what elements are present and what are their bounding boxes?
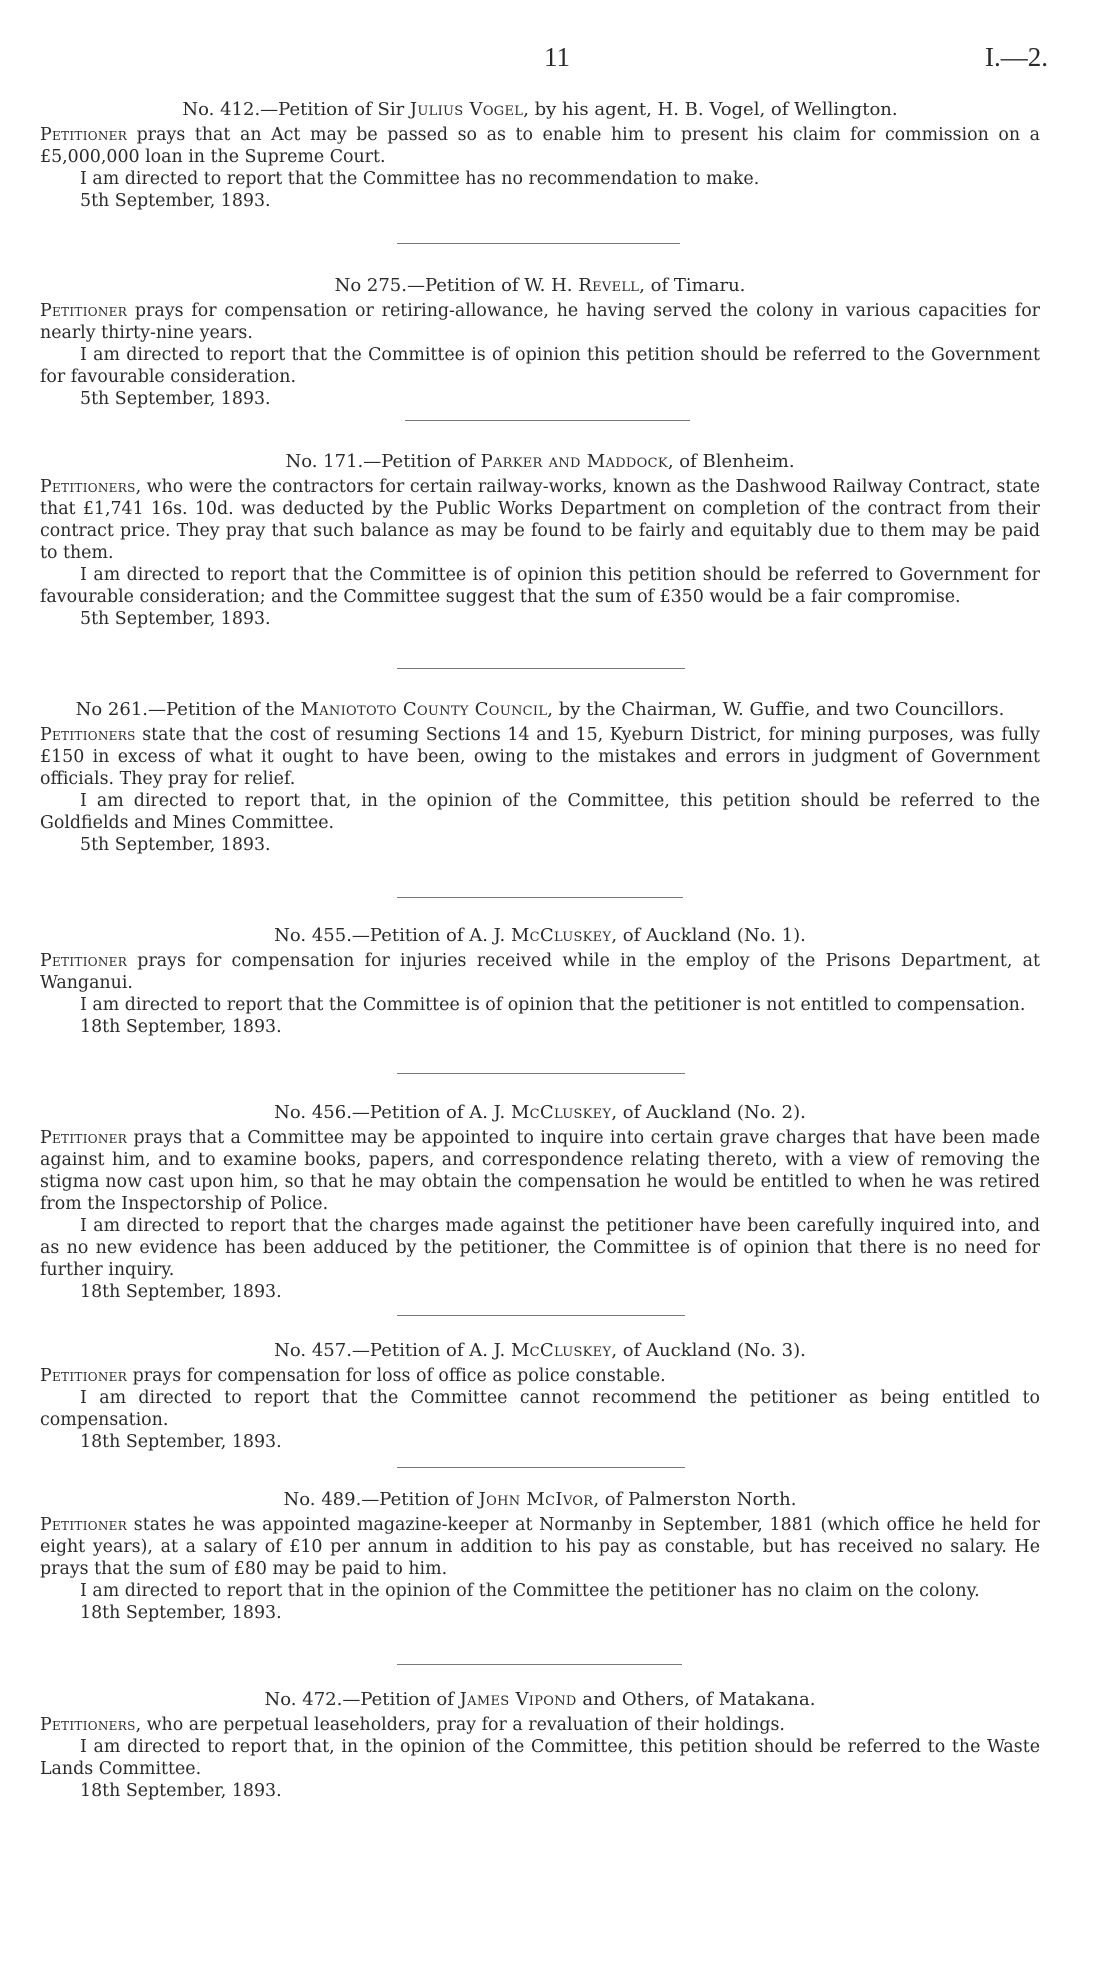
committee-report: I am directed to report that the Committee is of opinion this petition should be referred to Government for favourable consideration; and the Committee suggest that the sum of £350 would be a fair compromise.: [40, 565, 1040, 607]
committee-report: I am directed to report that the charges made against the petitioner have been carefully inquired into, and as no new evidence has been adduced by the petitioner, the Committee is of opinion that there is no need for further inquiry.: [40, 1216, 1040, 1280]
petition-heading: No. 455.—Petition of A. J. McCluskey, of Auckland (No. 1).: [274, 925, 806, 946]
page-number: 11: [544, 42, 570, 72]
committee-report: I am directed to report that the Committee cannot recommend the petitioner as being entitled to compensation.: [40, 1388, 1040, 1430]
petition-entry: [40, 274, 1040, 410]
petition-entry: [40, 698, 1040, 856]
section-divider: [397, 668, 685, 669]
petition-heading: No. 456.—Petition of A. J. McCluskey, of Auckland (No. 2).: [274, 1102, 806, 1123]
committee-report: I am directed to report that the Committee is of opinion this petition should be referred to the Government for favourable consideration.: [40, 345, 1040, 387]
petition-prayer: Petitioner prays for compensation or retiring-allowance, he having served the colony in various capacities for nearly thirty-nine years.: [40, 301, 1040, 343]
petition-entry: [40, 924, 1040, 1038]
petition-heading: No 261.—Petition of the Maniototo County Council, by the Chairman, W. Guffie, and two Councillors.: [75, 699, 1005, 720]
report-date: 18th September, 1893.: [80, 1432, 282, 1452]
petition-prayer: Petitioner states he was appointed magazine-keeper at Normanby in September, 1881 (which office he held for eight years), at a salary of £10 per annum in addition to his pay as constable, but has received no salary. He prays that the sum of £80 may be paid to him.: [40, 1515, 1040, 1579]
petition-heading: No 275.—Petition of W. H. Revell, of Timaru.: [334, 275, 746, 296]
paper-code: I.—2.: [985, 42, 1048, 72]
report-date: 18th September, 1893.: [80, 1603, 282, 1623]
petition-entry: [40, 1488, 1040, 1624]
petition-heading: No. 457.—Petition of A. J. McCluskey, of Auckland (No. 3).: [274, 1340, 806, 1361]
report-date: 18th September, 1893.: [80, 1781, 282, 1801]
section-divider: [397, 1315, 685, 1316]
petition-prayer: Petitioners state that the cost of resuming Sections 14 and 15, Kyeburn District, for mining purposes, was fully £150 in excess of what it ought to have been, owing to the mistakes and errors in judgment of Government officials. They pray for relief.: [40, 725, 1040, 789]
section-divider: [405, 420, 690, 421]
petition-prayer: Petitioner prays for compensation for loss of office as police constable.: [40, 1366, 666, 1386]
petition-heading: No. 489.—Petition of John McIvor, of Palmerston North.: [283, 1489, 797, 1510]
report-date: 5th September, 1893.: [80, 389, 271, 409]
committee-report: I am directed to report that the Committee has no recommendation to make.: [80, 169, 760, 189]
petition-entry: [40, 1688, 1040, 1802]
petition-entry: [40, 1101, 1040, 1303]
report-date: 5th September, 1893.: [80, 609, 271, 629]
section-divider: [397, 1467, 685, 1468]
report-date: 18th September, 1893.: [80, 1282, 282, 1302]
petition-prayer: Petitioner prays for compensation for injuries received while in the employ of the Prisons Department, at Wanganui.: [40, 951, 1040, 993]
committee-report: I am directed to report that the Committee is of opinion that the petitioner is not entitled to compensation.: [80, 995, 1026, 1015]
petition-entry: [40, 98, 1040, 212]
report-date: 5th September, 1893.: [80, 835, 271, 855]
petition-heading: No. 412.—Petition of Sir Julius Vogel, by his agent, H. B. Vogel, of Wellington.: [182, 99, 898, 120]
petition-entry: [40, 1339, 1040, 1453]
petition-prayer: Petitioners, who were the contractors for certain railway-works, known as the Dashwood Railway Contract, state that £1,741 16s. 10d. was deducted by the Public Works Department on completion of the contract from their contract price. They pray that such balance as may be found to be fairly and equitably due to them may be paid to them.: [40, 477, 1040, 563]
report-date: 18th September, 1893.: [80, 1017, 282, 1037]
petition-heading: No. 171.—Petition of Parker and Maddock, of Blenheim.: [285, 451, 795, 472]
section-divider: [397, 897, 683, 898]
section-divider: [397, 1073, 685, 1074]
report-date: 5th September, 1893.: [80, 191, 271, 211]
petition-heading: No. 472.—Petition of James Vipond and Others, of Matakana.: [264, 1689, 816, 1710]
section-divider: [397, 243, 680, 244]
petition-prayer: Petitioner prays that a Committee may be appointed to inquire into certain grave charges that have been made against him, and to examine books, papers, and correspondence relating thereto, with a view of removing the stigma now cast upon him, so that he may obtain the compensation he would be entitled to when he was retired from the Inspectorship of Police.: [40, 1128, 1040, 1214]
petition-prayer: Petitioners, who are perpetual leaseholders, pray for a revaluation of their holdings.: [40, 1715, 785, 1735]
committee-report: I am directed to report that, in the opinion of the Committee, this petition should be referred to the Goldfields and Mines Committee.: [40, 791, 1040, 833]
section-divider: [397, 1664, 682, 1665]
petition-entry: [40, 450, 1040, 630]
petition-prayer: Petitioner prays that an Act may be passed so as to enable him to present his claim for commission on a £5,000,000 loan in the Supreme Court.: [40, 125, 1040, 167]
committee-report: I am directed to report that in the opinion of the Committee the petitioner has no claim on the colony.: [80, 1581, 980, 1601]
committee-report: I am directed to report that, in the opinion of the Committee, this petition should be referred to the Waste Lands Committee.: [40, 1737, 1040, 1779]
